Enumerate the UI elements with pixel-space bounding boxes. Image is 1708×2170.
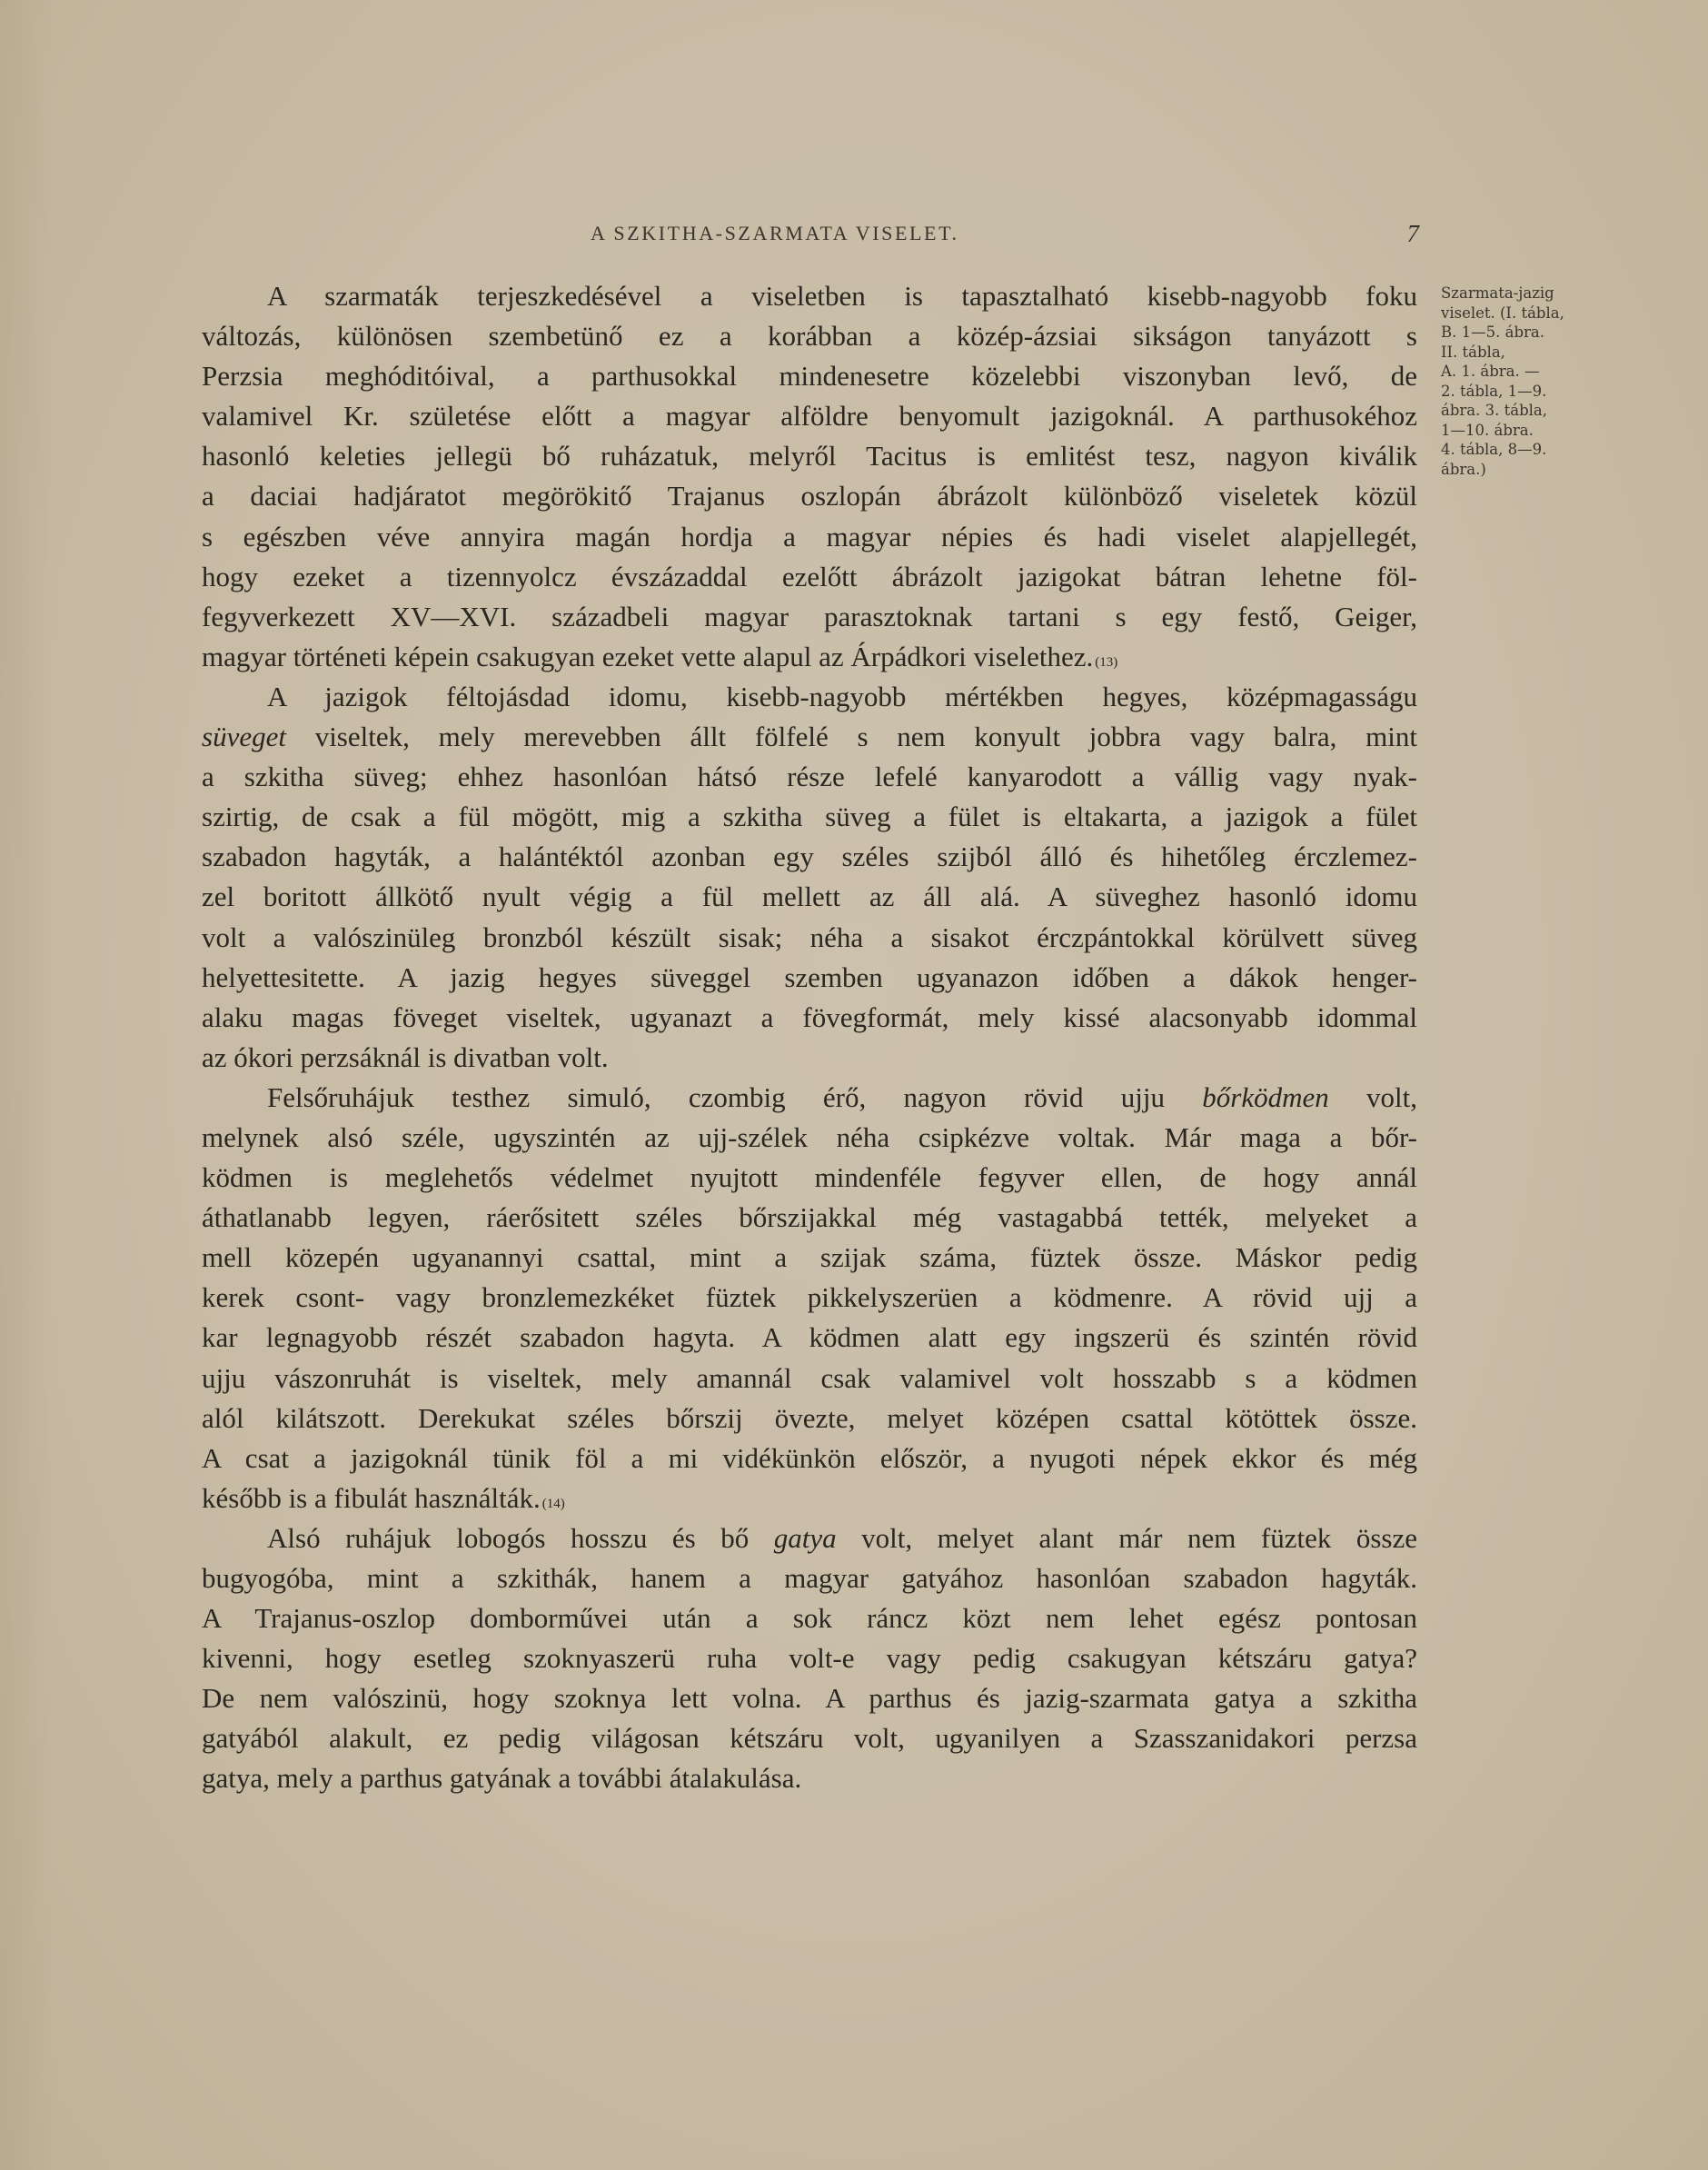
text-line [202,1399,1417,1438]
margin-note-line: ábra. 3. tábla, [1441,402,1547,419]
text-line [202,1638,1417,1678]
text-line [202,1558,1417,1598]
emphasized-term: gatya [773,1521,837,1554]
text-line [202,1758,1417,1798]
line-text: melynek alsó széle, ugyszintén az ujj-szélek néha csipkézve voltak. Már maga a bőr- [202,1120,1417,1153]
line-text: gatyából alakult, ez pedig világosan kétszáru volt, ugyanilyen a Szasszanidakori perzsa [202,1722,1417,1755]
line-text: alaku magas föveget viseltek, ugyanazt a fövegformát, mely kissé alacsonyabb idommal [202,1000,1417,1033]
text-line [202,918,1417,958]
emphasized-term: bőrködmen [1202,1080,1329,1113]
text-line [202,356,1417,396]
text-line: magyar történeti képein csakugyan ezeket vette alapul az Árpádkori viselethez. (13) [202,637,1417,677]
line-text: az ókori perzsáknál is divatban volt. [202,1040,609,1073]
text-line [202,1198,1417,1238]
line-text: mell közepén ugyanannyi csattal, mint a szijak száma, füztek össze. Máskor pedig [202,1241,1417,1274]
margin-note-line: 4. tábla, 8—9. [1441,441,1547,458]
text-line [202,1318,1417,1358]
text-line [202,557,1417,597]
margin-note-line: viselet. (I. tábla, [1441,304,1564,322]
text-line [202,476,1417,516]
line-text: gatya, mely a parthus gatyának a további átalakulása. [202,1762,802,1795]
text-line [202,1718,1417,1758]
margin-note-line: 2. tábla, 1—9. [1441,382,1547,400]
line-text: A szarmaták terjeszkedésével a viseletben is tapasztalható kisebb-nagyobb foku [267,280,1417,312]
line-text: változás, különösen szembetünő ez a korábban a közép-ázsiai sikságon tanyázott s [202,320,1417,353]
line-text: kar legnagyobb részét szabadon hagyta. A ködmen alatt egy ingszerü és szintén rövid [202,1321,1417,1354]
line-text: a szkitha süveg; ehhez hasonlóan hátsó része lefelé kanyarodott a vállig vagy nyak- [202,761,1417,793]
text-line [202,1438,1417,1478]
paragraph-first-line [202,1518,1417,1558]
line-text: Alsó ruhájuk lobogós hosszu és bő gatya volt, melyet alant már nem füztek össze [267,1521,1417,1554]
line-text: áthatlanabb legyen, ráerősitett széles bőrszijakkal még vastagabbá tették, melyeket a [202,1201,1417,1234]
paragraph-first-line [202,1078,1417,1118]
text-line [202,396,1417,436]
margin-note-line: B. 1—5. ábra. [1441,324,1544,341]
line-text: később is a fibulát használták. [202,1481,541,1514]
text-line [202,717,1417,757]
line-text: süveget viseltek, mely merevebben állt fölfelé s nem konyult jobbra vagy balra, mint [202,721,1417,753]
text-line [202,1158,1417,1198]
running-title: A SZKITHA-SZARMATA VISELET. [591,222,959,244]
line-text: A csat a jazigoknál tünik föl a mi vidékünkön először, a nyugoti népek ekkor és még [202,1441,1417,1474]
text-line [202,958,1417,998]
line-text: De nem valószinü, hogy szoknya lett volna. A parthus és jazig-szarmata gatya a szkitha [202,1682,1417,1715]
text-line [202,757,1417,797]
text-line [202,1238,1417,1278]
margin-note-line: Szarmata-jazig [1441,284,1554,302]
line-text: ködmen is meglehetős védelmet nyujtott mindenféle fegyver ellen, de hogy annál [202,1161,1417,1194]
emphasized-term: süveget [202,721,286,753]
line-text: kivenni, hogy esetleg szoknyaszerü ruha volt-e vagy pedig csakugyan kétszáru gatya? [202,1642,1417,1675]
paragraph-first-line [202,677,1417,717]
body-text [202,276,1417,1799]
text-line [202,1678,1417,1718]
line-text: A Trajanus-oszlop domborművei után a sok ráncz közt nem lehet egész pontosan [202,1602,1417,1635]
line-text: s egészben véve annyira magán hordja a magyar népies és hadi viselet alapjellegét, [202,520,1417,552]
line-text: alól kilátszott. Derekukat széles bőrszij övezte, melyet középen csattal kötöttek össze. [202,1401,1417,1434]
running-header [202,222,1419,254]
line-text: hasonló keleties jellegü bő ruházatuk, melyről Tacitus is emlitést tesz, nagyon kiválik [202,440,1417,473]
line-text: volt a valószinüleg bronzból készült sisak; néha a sisakot érczpántokkal körülvett süveg [202,921,1417,953]
text-line [202,1359,1417,1399]
line-text: Perzsia meghóditóival, a parthusokkal mindenesetre közelebbi viszonyban levő, de [202,360,1417,393]
line-text: a daciai hadjáratot megörökitő Trajanus oszlopán ábrázolt különböző viseletek közül [202,480,1417,513]
line-text: bugyogóba, mint a szkithák, hanem a magyar gatyához hasonlóan szabadon hagyták. [202,1562,1417,1594]
text-line [202,1278,1417,1318]
text-line [202,877,1417,917]
text-line [202,436,1417,476]
margin-note-line: 1—10. ábra. [1441,421,1534,439]
line-text: szabadon hagyták, a halántéktól azonban egy széles szijból álló és hihetőleg érczlemez- [202,841,1417,873]
line-text: fegyverkezett XV—XVI. századbeli magyar parasztoknak tartani s egy festő, Geiger, [202,600,1417,632]
text-line [202,597,1417,637]
text-line [202,837,1417,877]
text-line [202,998,1417,1038]
text-line [202,1598,1417,1638]
margin-note-line: II. tábla, [1441,343,1505,361]
line-text: zel boritott állkötő nyult végig a fül mellett az áll alá. A süveghez hasonló idomu [202,881,1417,913]
paragraph-first-line [202,276,1417,316]
line-text: ujju vászonruhát is viseltek, mely amannál csak valamivel volt hosszabb s a ködmen [202,1361,1417,1394]
page-number: 7 [1406,220,1419,247]
line-text: kerek csont- vagy bronzlemezkéket füztek pikkelyszerüen a ködmenre. A rövid ujj a [202,1281,1417,1314]
line-text: valamivel Kr. születése előtt a magyar alföldre benyomult jazigoknál. A parthusokéhoz [202,400,1417,433]
text-line [202,517,1417,557]
text-line [202,1038,1417,1078]
text-line [202,797,1417,837]
text-line: később is a fibulát használták. (14) [202,1478,1417,1518]
line-text: hogy ezeket a tizennyolcz évszázaddal ezelőtt ábrázolt jazigokat bátran lehetne föl- [202,560,1417,592]
margin-note-line: A. 1. ábra. — [1441,363,1540,380]
text-line [202,1118,1417,1158]
line-text: magyar történeti képein csakugyan ezeket vette alapul az Árpádkori viselethez. [202,640,1094,672]
line-text: helyettesitette. A jazig hegyes süveggel szemben ugyanazon időben a dákok henger- [202,961,1417,993]
line-text: A jazigok féltojásdad idomu, kisebb-nagyobb mértékben hegyes, középmagasságu [267,680,1417,712]
page-edge-shadow [0,0,55,2170]
line-text: szirtig, de csak a fül mögött, mig a szkitha süveg a fület is eltakarta, a jazigok a fület [202,801,1417,833]
line-text: Felsőruhájuk testhez simuló, czombig érő, nagyon rövid ujju bőrködmen volt, [267,1080,1417,1113]
margin-note-line: ábra.) [1441,460,1486,478]
text-line [202,316,1417,356]
margin-note [1441,284,1577,479]
